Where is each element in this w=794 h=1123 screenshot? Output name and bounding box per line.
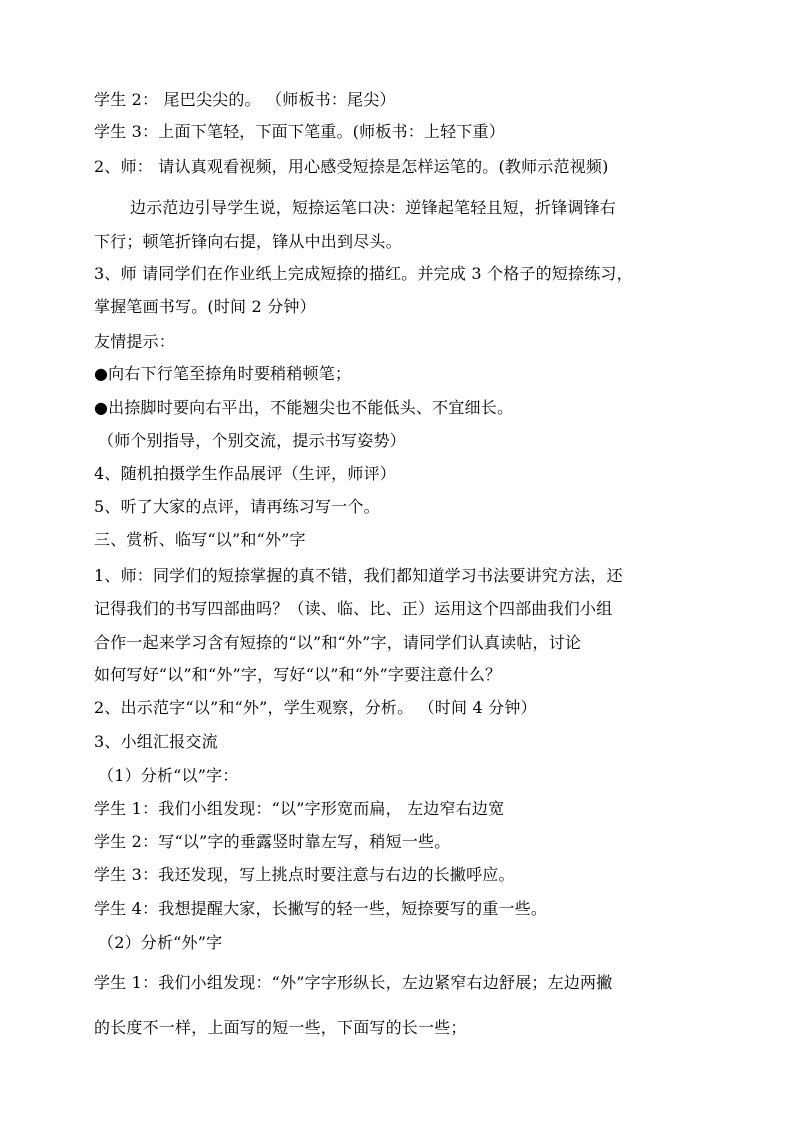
text-line-21: （1）分析“以”字： [98,766,239,785]
section-heading: 三、赏析、临写“以”和“外”字 [94,530,306,549]
text-line-6: 3、师 请同学们在作业纸上完成短捺的描红。并完成 3 个格子的短捺练习， [94,264,633,283]
text-line-22: 学生 1：我们小组发现：“以”字形宽而扁， 左边窄右边宽 [94,799,505,818]
text-line-10: ●出捺脚时要向右平出，不能翘尖也不能低头、不宜细长。 [94,398,514,417]
text-line-4: 边示范边引导学生说，短捺运笔口决：逆锋起笔轻且短，折锋调锋右 [130,198,617,217]
text-line-16: 记得我们的书写四部曲吗？（读、临、比、正）运用这个四部曲我们小组 [94,599,613,618]
text-line-20: 3、小组汇报交流 [94,732,218,751]
text-line-19: 2、出示范字“以”和“外”，学生观察，分析。 （时间 4 分钟） [94,698,537,717]
text-line-5: 下行；顿笔折锋向右提，锋从中出到尽头。 [94,232,402,251]
text-line-26: （2）分析“外”字 [98,933,223,952]
text-line-9: ●向右下行笔至捺角时要稍稍顿笔； [94,364,352,383]
text-line-12: 4、随机拍摄学生作品展评（生评，师评） [94,464,396,483]
text-line-18: 如何写好“以”和“外”字，写好“以”和“外”字要注意什么？ [94,665,502,684]
text-line-17: 合作一起来学习含有短捺的“以”和“外”字，请同学们认真读帖，讨论 [94,633,582,652]
text-line-2: 学生 3：上面下笔轻，下面下笔重。(师板书：上轻下重） [94,122,505,141]
text-line-1: 学生 2： 尾巴尖尖的。 （师板书：尾尖） [94,90,396,109]
text-line-24: 学生 3：我还发现，写上挑点时要注意与右边的长撇呼应。 [94,865,515,884]
text-line-25: 学生 4：我想提醒大家，长撇写的轻一些，短捺要写的重一些。 [94,899,548,918]
text-line-23: 学生 2：写“以”字的垂露竖时靠左写，稍短一些。 [94,832,451,851]
text-line-13: 5、听了大家的点评，请再练习写一个。 [94,497,380,516]
text-line-7: 掌握笔画书写。(时间 2 分钟） [94,297,316,316]
text-line-3: 2、师： 请认真观看视频，用心感受短捺是怎样运笔的。(教师示范视频) [94,157,609,176]
text-line-8: 友情提示： [94,332,176,351]
text-line-15: 1、师：同学们的短捺掌握的真不错，我们都知道学习书法要讲究方法，还 [94,566,623,585]
text-line-28: 的长度不一样，上面写的短一些，下面写的长一些； [94,1018,467,1037]
text-line-27: 学生 1：我们小组发现：“外”字字形纵长，左边紧窄右边舒展；左边两撇 [94,973,613,992]
text-line-11: （师个别指导，个别交流，提示书写姿势） [98,431,406,450]
